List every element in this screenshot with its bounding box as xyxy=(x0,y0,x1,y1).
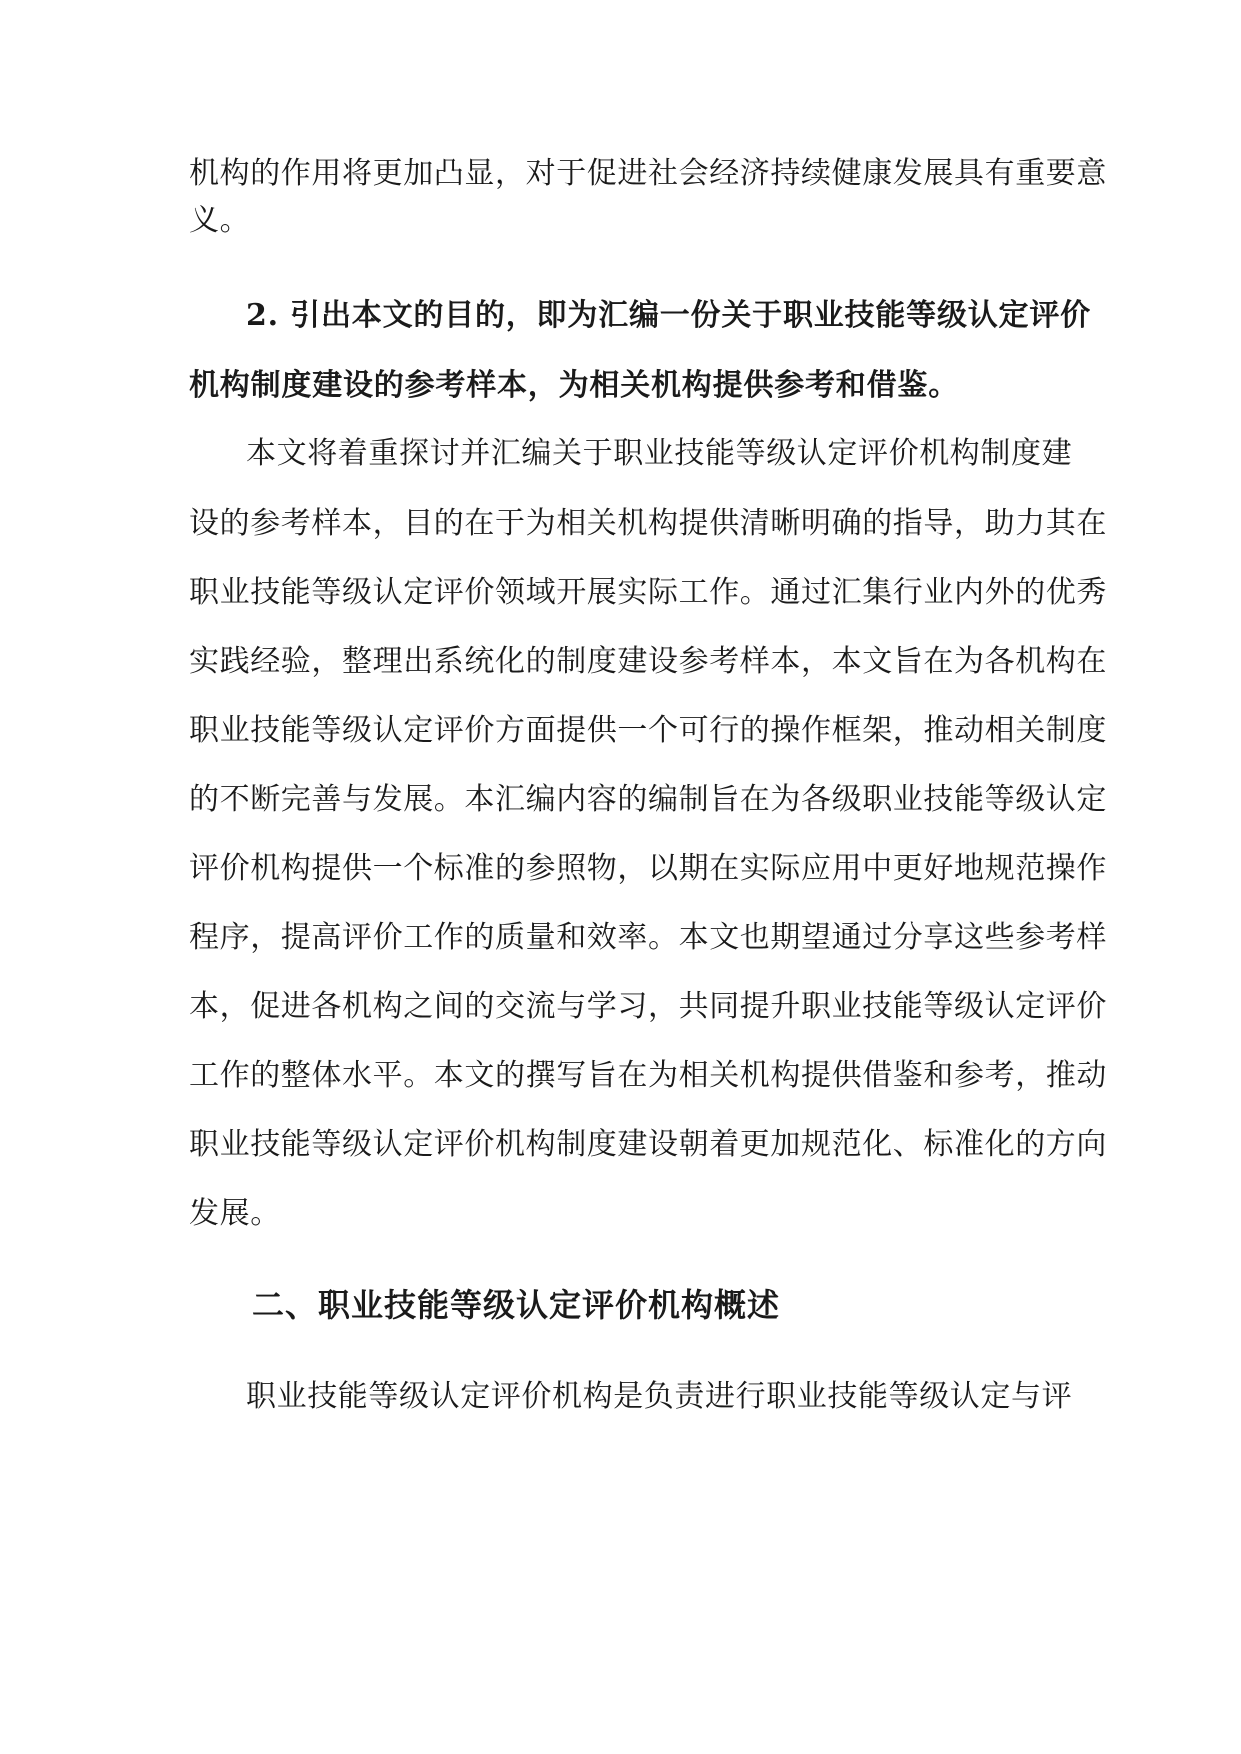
section-paragraph-line-1: 职业技能等级认定评价机构是负责进行职业技能等级认定与评 xyxy=(246,1379,1073,1414)
paragraph-line-1: 本文将着重探讨并汇编关于职业技能等级认定评价机构制度建 xyxy=(246,436,1073,471)
continuation-line-1: 机构的作用将更加凸显，对于促进社会经济持续健康发展具有重要意 xyxy=(189,156,1107,191)
subheading-line-1: 2. 引出本文的目的，即为汇编一份关于职业技能等级认定评价 xyxy=(246,298,1091,333)
paragraph-line-10: 工作的整体水平。本文的撰写旨在为相关机构提供借鉴和参考，推动 xyxy=(189,1058,1107,1093)
paragraph-line-8: 程序，提高评价工作的质量和效率。本文也期望通过分享这些参考样 xyxy=(189,920,1107,955)
paragraph-line-4: 实践经验，整理出系统化的制度建设参考样本，本文旨在为各机构在 xyxy=(189,644,1107,679)
paragraph-line-3: 职业技能等级认定评价领域开展实际工作。通过汇集行业内外的优秀 xyxy=(189,575,1107,610)
paragraph-line-9: 本，促进各机构之间的交流与学习，共同提升职业技能等级认定评价 xyxy=(189,989,1107,1024)
continuation-line-2: 义。 xyxy=(189,203,251,238)
paragraph-line-7: 评价机构提供一个标准的参照物，以期在实际应用中更好地规范操作 xyxy=(189,851,1107,886)
paragraph-line-12: 发展。 xyxy=(189,1196,281,1231)
paragraph-line-2: 设的参考样本，目的在于为相关机构提供清晰明确的指导，助力其在 xyxy=(189,506,1107,541)
paragraph-line-11: 职业技能等级认定评价机构制度建设朝着更加规范化、标准化的方向 xyxy=(189,1127,1107,1162)
section-heading: 二、职业技能等级认定评价机构概述 xyxy=(252,1286,781,1324)
paragraph-line-6: 的不断完善与发展。本汇编内容的编制旨在为各级职业技能等级认定 xyxy=(189,782,1107,817)
subheading-line-2: 机构制度建设的参考样本，为相关机构提供参考和借鉴。 xyxy=(189,368,959,403)
paragraph-line-5: 职业技能等级认定评价方面提供一个可行的操作框架，推动相关制度 xyxy=(189,713,1107,748)
